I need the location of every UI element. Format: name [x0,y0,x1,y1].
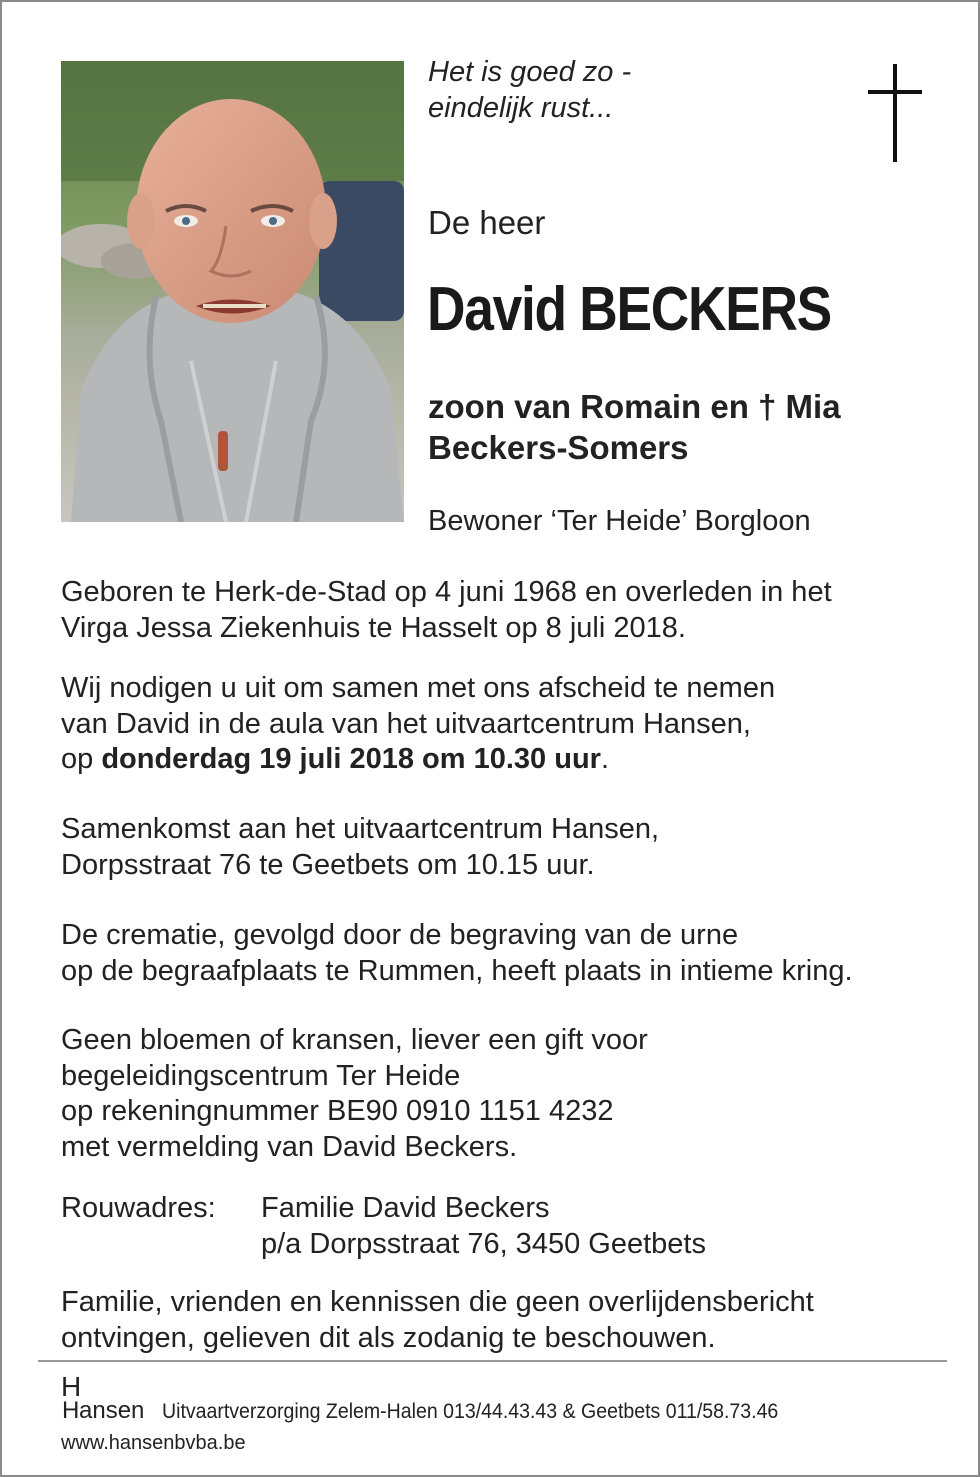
paragraph-line: Geen bloemen of kransen, liever een gift voor [61,1024,648,1056]
paragraph-line: ontvingen, gelieven dit als zodanig te beschouwen. [61,1321,716,1354]
title-prefix: De heer [428,204,546,241]
ceremony-datetime: donderdag 19 juli 2018 om 10.30 uur [101,743,601,775]
paragraph-line: Wij nodigen u uit om samen met ons afscheid te nemen [61,672,776,704]
address-line: Familie David Beckers [261,1192,550,1224]
invite-suffix: . [600,743,610,775]
invite-prefix: op [61,743,102,775]
hansen-logo [61,1364,161,1424]
paragraph-line: begeleidingscentrum Ter Heide [61,1059,461,1092]
address-line: p/a Dorpsstraat 76, 3450 Geetbets [261,1228,706,1260]
quote-line: eindelijk rust... [428,92,614,124]
website-link[interactable]: www.hansenbvba.be [61,1432,246,1454]
parents-line: zoon van Romain en † Mia [428,388,841,425]
paragraph-line: op de begraafplaats te Rummen, heeft plaats in intieme kring. [61,954,853,987]
cross-icon [866,64,924,162]
paragraph-line: Samenkomst aan het uitvaartcentrum Hansen, [61,813,660,845]
logo-letter: H [62,1397,80,1424]
gathering-paragraph [61,812,941,883]
paragraph-line: Dorpsstraat 76 te Geetbets om 10.15 uur. [61,848,595,881]
closing-paragraph [61,1285,941,1356]
residence: Bewoner ‘Ter Heide’ Borgloon [428,505,811,537]
epitaph-quote [428,54,848,126]
parents [428,386,948,468]
paragraph-line: op rekeningnummer BE90 0910 1151 4232 [61,1095,614,1127]
donation-paragraph [61,1023,941,1165]
paragraph-line [61,742,941,778]
footer-divider [38,1360,947,1362]
deceased-name: David BECKERS [427,275,831,344]
address-label: Rouwadres: [61,1192,216,1224]
logo-letter: H [61,1371,82,1402]
paragraph-line: Geboren te Herk-de-Stad op 4 juni 1968 en overleden in het [61,576,832,608]
paragraph-line: De crematie, gevolgd door de begraving van de urne [61,919,739,951]
paragraph-line: van David in de aula van het uitvaartcentrum Hansen, [61,707,751,740]
paragraph-line: Familie, vrienden en kennissen die geen overlijdensbericht [61,1286,814,1318]
parents-line: Beckers-Somers [428,429,689,466]
address-value [261,1190,706,1262]
portrait-photo [61,61,404,522]
paragraph-line: met vermelding van David Beckers. [61,1130,518,1163]
quote-line: Het is goed zo - [428,56,632,88]
cremation-paragraph [61,918,941,989]
invitation-paragraph [61,671,941,778]
funeral-home-info: Uitvaartverzorging Zelem-Halen 013/44.43.43 & Geetbets 011/58.73.46 [162,1400,779,1423]
paragraph-line: Virga Jessa Ziekenhuis te Hasselt op 8 juli 2018. [61,611,686,644]
birth-death-paragraph [61,575,941,646]
logo-wordmark: ansen [79,1397,145,1424]
